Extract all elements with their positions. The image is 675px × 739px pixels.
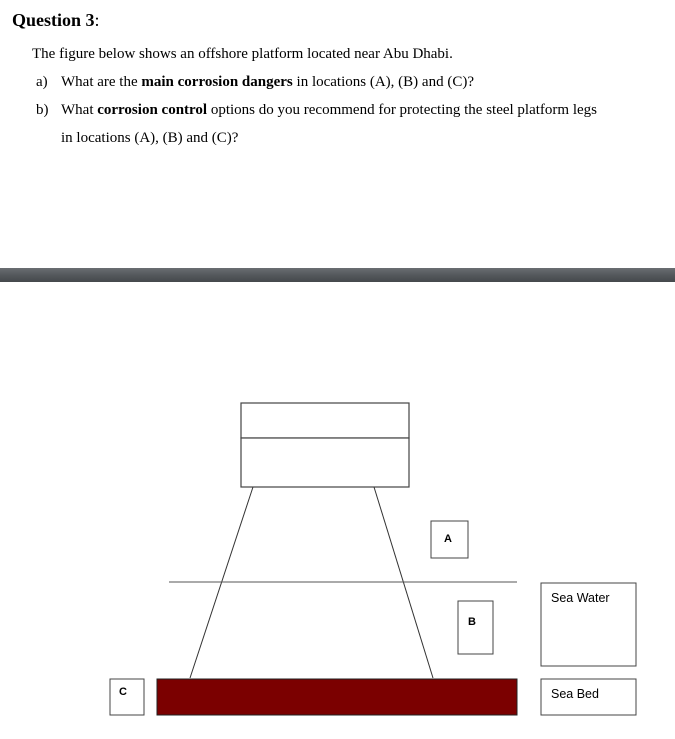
text-part: What are the xyxy=(61,74,142,90)
text-part: in locations (A), (B) and (C)? xyxy=(292,74,474,90)
bold-term: corrosion control xyxy=(97,102,208,118)
bold-term: main corrosion dangers xyxy=(141,74,293,90)
platform-deck-lower xyxy=(241,438,409,487)
label-a: A xyxy=(444,533,452,545)
legend-sea-water-label: Sea Water xyxy=(551,591,610,605)
legend-sea-bed-label: Sea Bed xyxy=(551,687,599,701)
sub-question-marker: b) xyxy=(36,102,49,118)
sub-question-b-continuation: in locations (A), (B) and (C)? xyxy=(61,130,239,146)
text-part: options do you recommend for protecting the steel platform legs xyxy=(207,102,597,118)
label-b: B xyxy=(468,616,476,628)
question-title-colon: : xyxy=(94,10,100,30)
question-title-text: Question 3 xyxy=(12,10,95,30)
platform-deck-upper xyxy=(241,403,409,438)
question-intro: The figure below shows an offshore platform located near Abu Dhabi. xyxy=(32,46,453,62)
label-c: C xyxy=(119,686,127,698)
sub-question-marker: a) xyxy=(36,74,48,90)
sea-bed-block xyxy=(157,679,517,715)
label-c-box xyxy=(110,679,144,715)
text-part: What xyxy=(61,102,98,118)
